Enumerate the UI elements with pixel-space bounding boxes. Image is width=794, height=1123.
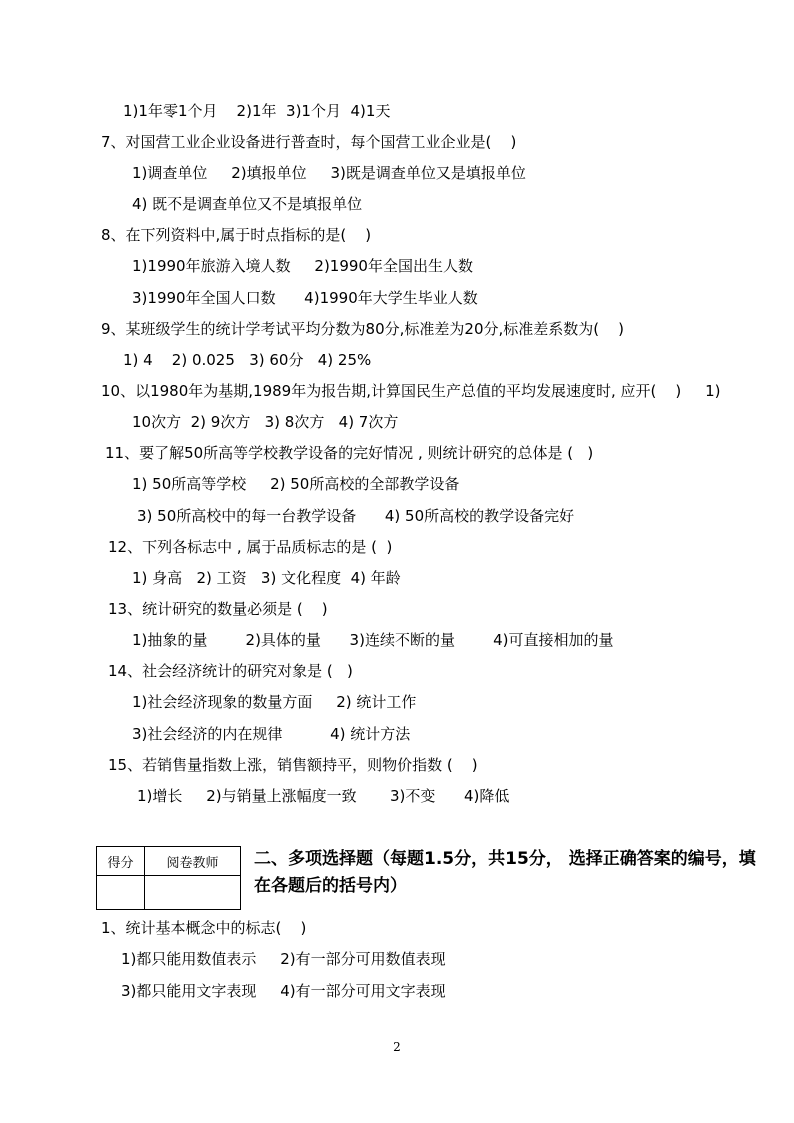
mq1-options-a: 1)都只能用数值表示 2)有一部分可用数值表现 bbox=[121, 950, 446, 968]
q12-question: 12、下列各标志中 , 属于品质标志的是 ( ) bbox=[108, 538, 393, 556]
section-title: 二、多项选择题（每题1.5分，共15分， 选择正确答案的编号，填在各题后的括号内） bbox=[254, 849, 756, 896]
q8-options-b: 3)1990年全国人口数 4)1990年大学生毕业人数 bbox=[132, 289, 478, 307]
q13-question: 13、统计研究的数量必须是 ( ) bbox=[108, 600, 328, 618]
q9-options: 1) 4 2) 0.025 3) 60分 4) 25% bbox=[123, 351, 372, 369]
score-cell bbox=[97, 876, 145, 910]
q10-options: 10次方 2) 9次方 3) 8次方 4) 7次方 bbox=[132, 413, 399, 431]
mq1-options-b: 3)都只能用文字表现 4)有一部分可用文字表现 bbox=[121, 982, 446, 1000]
q8-options-a: 1)1990年旅游入境人数 2)1990年全国出生人数 bbox=[132, 257, 473, 275]
page-number: 2 bbox=[393, 1040, 401, 1054]
q9-question: 9、某班级学生的统计学考试平均分数为80分,标准差为20分,标准差系数为( ) bbox=[101, 320, 625, 338]
q14-options-b: 3)社会经济的内在规律 4) 统计方法 bbox=[132, 725, 411, 743]
q15-options: 1)增长 2)与销量上涨幅度一致 3)不变 4)降低 bbox=[137, 787, 510, 805]
q11-options-b: 3) 50所高校中的每一台教学设备 4) 50所高校的教学设备完好 bbox=[137, 507, 575, 525]
q11-options-a: 1) 50所高等学校 2) 50所高校的全部教学设备 bbox=[132, 475, 460, 493]
q7-options-b: 4) 既不是调查单位又不是填报单位 bbox=[132, 195, 363, 213]
q6-options: 1)1年零1个月 2)1年 3)1个月 4)1天 bbox=[123, 102, 391, 120]
q13-options: 1)抽象的量 2)具体的量 3)连续不断的量 4)可直接相加的量 bbox=[132, 631, 614, 649]
q11-question: 11、要了解50所高等学校教学设备的完好情况 , 则统计研究的总体是 ( ) bbox=[105, 444, 594, 462]
q10-question: 10、以1980年为基期,1989年为报告期,计算国民生产总值的平均发展速度时, 应开( ) 1) bbox=[101, 382, 721, 400]
q14-question: 14、社会经济统计的研究对象是 ( ) bbox=[108, 662, 353, 680]
score-table bbox=[96, 846, 241, 910]
score-header: 得分 bbox=[97, 847, 145, 876]
grader-header: 阅卷教师 bbox=[145, 847, 241, 876]
q7-question: 7、对国营工业企业设备进行普查时，每个国营工业企业是( ) bbox=[101, 133, 517, 151]
q14-options-a: 1)社会经济现象的数量方面 2) 统计工作 bbox=[132, 693, 417, 711]
grader-cell bbox=[145, 876, 241, 910]
q15-question: 15、若销售量指数上涨，销售额持平，则物价指数 ( ) bbox=[108, 756, 478, 774]
mq1-question: 1、统计基本概念中的标志( ) bbox=[101, 919, 307, 937]
q12-options: 1) 身高 2) 工资 3) 文化程度 4) 年龄 bbox=[132, 569, 401, 587]
q8-question: 8、在下列资料中,属于时点指标的是( ) bbox=[101, 226, 372, 244]
q7-options-a: 1)调查单位 2)填报单位 3)既是调查单位又是填报单位 bbox=[132, 164, 526, 182]
